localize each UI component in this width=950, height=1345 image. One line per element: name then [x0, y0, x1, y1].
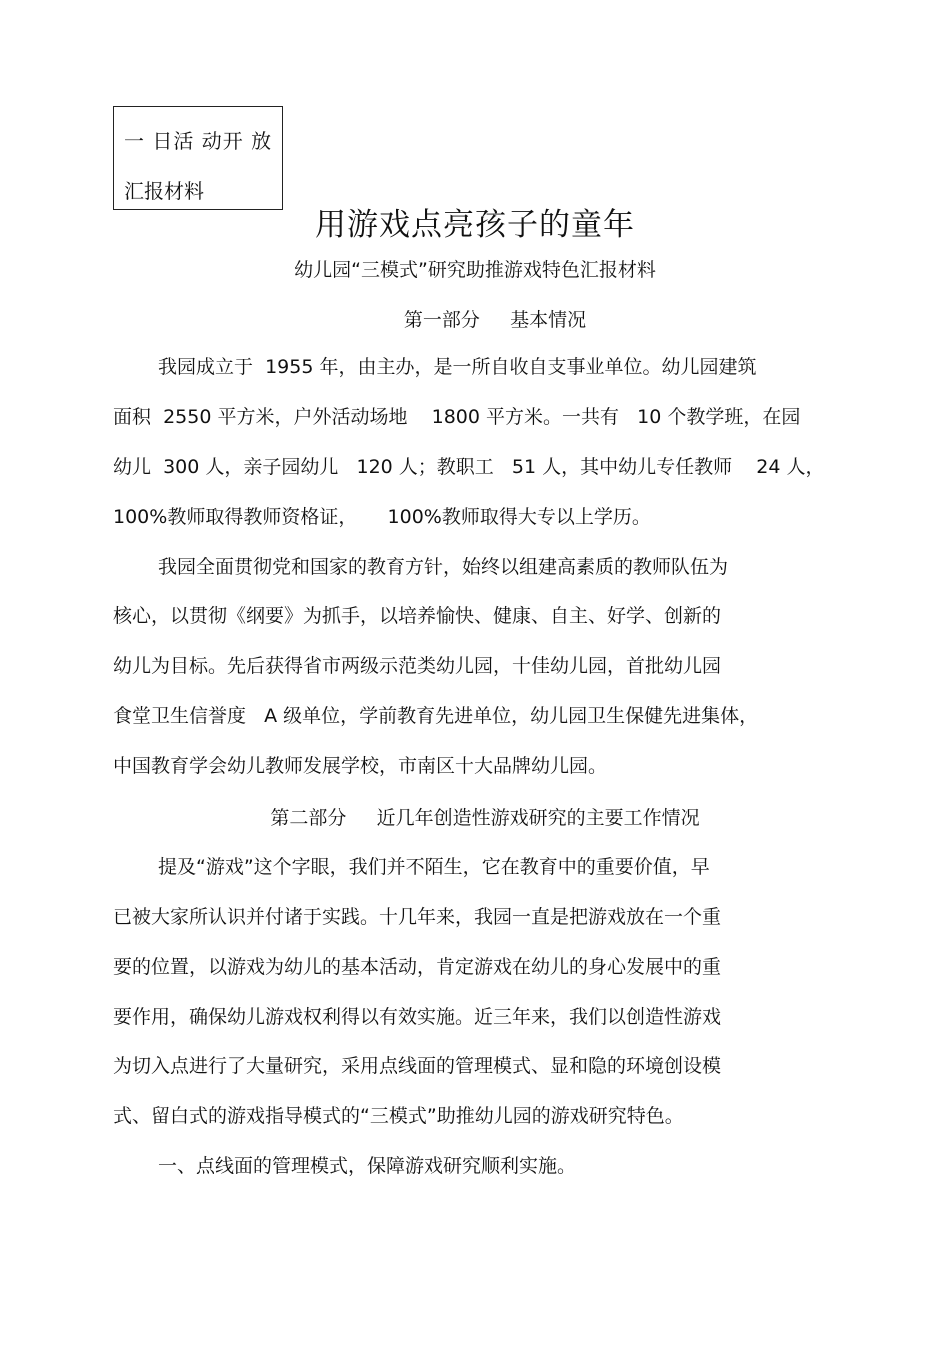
- paragraph-line: 要的位置，以游戏为幼儿的基本活动，肯定游戏在幼儿的身心发展中的重: [113, 956, 722, 978]
- paragraph-line: 式、留白式的游戏指导模式的“三模式”助推幼儿园的游戏研究特色。: [113, 1105, 684, 1127]
- paragraph-line: 核心，以贯彻《纲要》为抓手，以培养愉快、健康、自主、好学、创新的: [113, 605, 722, 627]
- document-subtitle: 幼儿园“三模式”研究助推游戏特色汇报材料: [294, 259, 656, 281]
- document-title: 用游戏点亮孩子的童年: [315, 207, 635, 243]
- paragraph-line: 已被大家所认识并付诸于实践。十几年来，我园一直是把游戏放在一个重: [113, 906, 722, 928]
- section2-heading: 第二部分 近几年创造性游戏研究的主要工作情况: [270, 807, 700, 829]
- paragraph-line: 中国教育学会幼儿教师发展学校，市南区十大品牌幼儿园。: [113, 755, 608, 777]
- paragraph-line: 食堂卫生信誉度 A 级单位，学前教育先进单位，幼儿园卫生保健先进集体，: [113, 705, 759, 727]
- paragraph-line: 幼儿 300 人，亲子园幼儿 120 人；教职工 51 人，其中幼儿专任教师 24 人，: [113, 456, 825, 478]
- section1-heading: 第一部分 基本情况: [403, 309, 587, 331]
- paragraph-line: 100%教师取得教师资格证， 100%教师取得大专以上学历。: [113, 506, 651, 528]
- category-label-box: [113, 106, 283, 210]
- subsection-heading: 一、点线面的管理模式，保障游戏研究顺利实施。: [158, 1155, 577, 1177]
- paragraph-line: 提及“游戏”这个字眼，我们并不陌生，它在教育中的重要价值，早: [158, 856, 710, 878]
- paragraph-line: 我园全面贯彻党和国家的教育方针，始终以组建高素质的教师队伍为: [158, 556, 729, 578]
- label-line-1: 一 日活 动开 放: [124, 129, 273, 153]
- paragraph-line: 我园成立于 1955 年，由主办，是一所自收自支事业单位。幼儿园建筑: [158, 356, 757, 378]
- paragraph-line: 面积 2550 平方米，户外活动场地 1800 平方米。一共有 10 个教学班，在园: [113, 406, 801, 428]
- paragraph-line: 为切入点进行了大量研究，采用点线面的管理模式、显和隐的环境创设模: [113, 1055, 722, 1077]
- paragraph-line: 幼儿为目标。先后获得省市两级示范类幼儿园，十佳幼儿园，首批幼儿园: [113, 655, 722, 677]
- paragraph-line: 要作用，确保幼儿游戏权利得以有效实施。近三年来，我们以创造性游戏: [113, 1006, 722, 1028]
- label-line-2: 汇报材料: [124, 179, 204, 203]
